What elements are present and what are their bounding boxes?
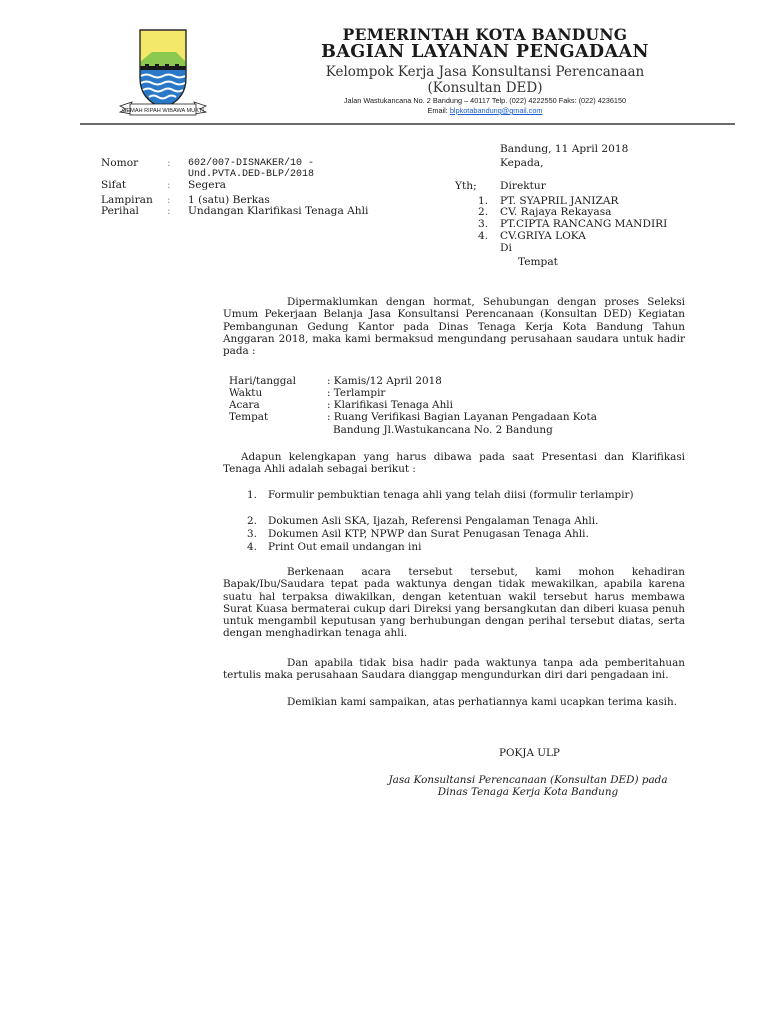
paragraph-requirements-intro (223, 451, 685, 476)
meta-colon: : (167, 205, 171, 217)
list-number: 1. (247, 489, 257, 501)
schedule-value: : Klarifikasi Tenaga Ahli (327, 399, 453, 411)
meta-colon: : (167, 179, 171, 191)
paragraph-closing (223, 696, 685, 708)
list-number: 4. (247, 541, 257, 553)
paragraph-text: Dan apabila tidak bisa hadir pada waktunya tanpa ada pemberitahuan tertulis maka perusahaan Saudara dianggap mengundurkan diri dari pengadaan ini. (223, 657, 685, 682)
company-num: 4. (478, 230, 489, 242)
list-text: Formulir pembuktian tenaga ahli yang telah diisi (formulir terlampir) (268, 489, 634, 501)
list-text: Dokumen Asli SKA, Ijazah, Referensi Pengalaman Tenaga Ahli. (268, 515, 599, 527)
meta-label: Nomor (101, 157, 139, 169)
paragraph-text: Dipermaklumkan dengan hormat, Sehubungan dengan proses Seleksi Umum Pekerjaan Belanja Jasa Konsultansi Perencanaan (Konsultan DED) Kegiatan Pembangunan Gedung Kantor pada Dinas Tenaga Kerja Kota Bandung Tahun Anggaran 2018, maka kami bermaksud mengundang perusahaan saudara untuk hadir pada : (223, 296, 685, 358)
paragraph-text: Demikian kami sampaikan, atas perhatiannya kami ucapkan terima kasih. (287, 696, 677, 708)
paragraph-text: Berkenaan acara tersebut tersebut, kami mohon kehadiran Bapak/Ibu/Saudara tepat pada waktunya dengan tidak mewakilkan, apabila karena suatu hal terpaksa diwakilkan, dengan ketentuan wakil tersebut harus membawa Surat Kuasa bermaterai cukup dari Direksi yang bersangkutan dan diberi kuasa penuh untuk mengambil keputusan yang berhubungan dengan perihal tersebut diatas, serta dengan menghadirkan tenaga ahli. (223, 566, 685, 640)
schedule-label: Waktu (229, 387, 263, 399)
header-department-name: BAGIAN LAYANAN PENGADAAN (321, 42, 649, 62)
email-link[interactable]: blpkotabandung@gmail.com (449, 106, 543, 115)
schedule-label: Acara (229, 399, 260, 411)
meta-label: Perihal (101, 205, 139, 217)
paragraph-text: Adapun kelengkapan yang harus dibawa pada saat Presentasi dan Klarifikasi Tenaga Ahli adalah sebagai berikut : (223, 451, 685, 476)
meta-colon: : (167, 194, 171, 206)
meta-value: 602/007-DISNAKER/10 - (188, 158, 315, 169)
meta-colon: : (167, 157, 171, 169)
paragraph-absence (223, 657, 685, 682)
company-name: PT.CIPTA RANCANG MANDIRI (500, 218, 668, 230)
list-text: Dokumen Asil KTP, NPWP dan Surat Penugasan Tenaga Ahli. (268, 528, 589, 540)
paragraph-attendance (223, 566, 685, 640)
schedule-label: Tempat (229, 411, 269, 423)
meta-value: Undangan Klarifikasi Tenaga Ahli (188, 205, 369, 217)
signature-line2: Dinas Tenaga Kerja Kota Bandung (437, 786, 619, 798)
company-name: CV. Rajaya Rekayasa (500, 206, 612, 218)
meta-label: Sifat (101, 179, 127, 191)
paragraph-opening (223, 296, 685, 357)
recipient-tempat: Tempat (518, 256, 558, 268)
company-name: CV.GRIYA LOKA (500, 230, 586, 242)
company-num: 2. (478, 206, 489, 218)
list-number: 3. (247, 528, 257, 540)
schedule-value: : Kamis/12 April 2018 (327, 375, 442, 387)
header-subtitle: (Konsultan DED) (427, 80, 543, 96)
svg-text:GEMAH RIPAH WIBAWA MUKTI: GEMAH RIPAH WIBAWA MUKTI (122, 108, 204, 114)
letter-date: Bandung, 11 April 2018 (500, 143, 629, 155)
meta-value-cont: Und.PVTA.DED-BLP/2018 (188, 169, 315, 180)
schedule-label: Hari/tanggal (229, 375, 296, 387)
list-text: Print Out email undangan ini (268, 541, 422, 553)
company-name: PT. SYAPRIL JANIZAR (500, 195, 619, 207)
header-email-line (250, 106, 720, 115)
company-num: 3. (478, 218, 489, 230)
header-working-group: Kelompok Kerja Jasa Konsultansi Perencanaan (325, 64, 645, 80)
signature-org: POKJA ULP (499, 747, 560, 759)
recipient-title: Direktur (500, 180, 546, 192)
schedule-value-cont: Bandung Jl.Wastukancana No. 2 Bandung (333, 424, 553, 436)
recipient-to: Kepada, (500, 157, 544, 169)
meta-value: Segera (188, 179, 226, 191)
schedule-value: : Ruang Verifikasi Bagian Layanan Pengadaan Kota (327, 411, 597, 423)
company-num: 1. (478, 195, 489, 207)
meta-value: 1 (satu) Berkas (188, 194, 270, 206)
header-divider (80, 123, 735, 125)
signature-line1: Jasa Konsultansi Perencanaan (Konsultan DED) pada (388, 774, 668, 786)
city-crest-icon (118, 26, 208, 122)
schedule-value: : Terlampir (327, 387, 386, 399)
list-number: 2. (247, 515, 257, 527)
email-label: Email: (427, 106, 450, 115)
recipient-yth: Yth; (455, 180, 477, 192)
header-address: Jalan Wastukancana No. 2 Bandung – 40117 Telp. (022) 4222550 Faks: (022) 4236150 (343, 96, 627, 105)
header-government-name: PEMERINTAH KOTA BANDUNG (342, 25, 628, 44)
meta-label: Lampiran (101, 194, 153, 206)
recipient-di: Di (500, 242, 512, 254)
